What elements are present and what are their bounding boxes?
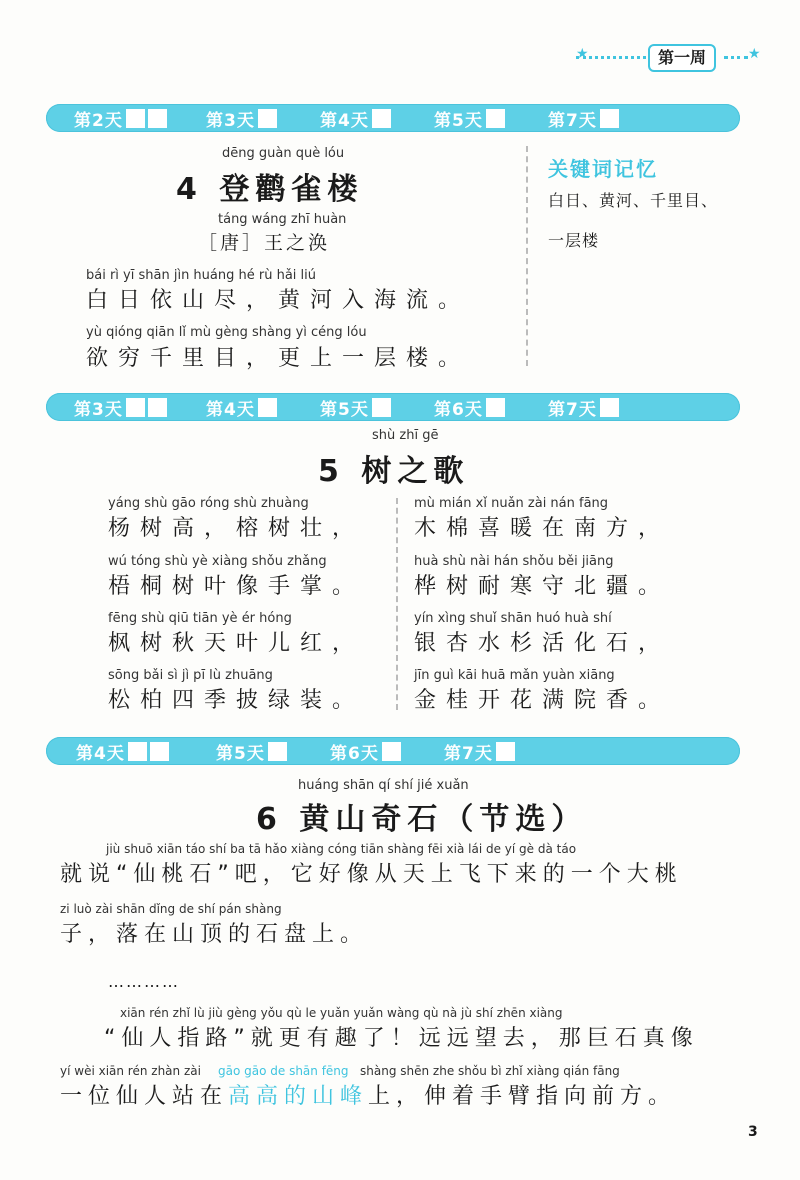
highlight-pinyin: gāo gāo de shān fēng xyxy=(218,1064,349,1078)
day-label: 第7天 xyxy=(548,110,597,131)
highlighted-phrase: 高高的山峰 xyxy=(228,1084,369,1109)
poem-line: 梧桐树叶像手掌。 xyxy=(108,574,365,599)
day-checkbox-item[interactable] xyxy=(434,104,505,132)
checkbox[interactable] xyxy=(600,398,619,417)
day-bar-lesson4 xyxy=(46,104,740,132)
lesson-title: 4 登鹳雀楼 xyxy=(176,172,364,207)
keywords-title: 关键词记忆 xyxy=(548,157,658,181)
checkbox[interactable] xyxy=(600,109,619,128)
day-label: 第7天 xyxy=(444,743,493,764)
line-pinyin: zi luò zài shān dǐng de shí pán shàng xyxy=(60,902,282,916)
title-pinyin: huáng shān qí shí jié xuǎn xyxy=(298,778,469,793)
text-line: 就说“仙桃石”吧，它好像从天上飞下来的一个大桃 xyxy=(60,862,683,887)
checkbox[interactable] xyxy=(150,742,169,761)
line-pinyin: mù mián xǐ nuǎn zài nán fāng xyxy=(414,496,609,511)
day-bar-lesson5 xyxy=(46,393,740,421)
poem-line: 金桂开花满院香。 xyxy=(414,688,671,713)
line-pinyin: yáng shù gāo róng shù zhuàng xyxy=(108,496,309,511)
day-label: 第6天 xyxy=(434,399,483,420)
day-label: 第6天 xyxy=(330,743,379,764)
star-icon: ★ xyxy=(748,46,761,62)
poem-author: ［唐］王之涣 xyxy=(198,232,331,254)
week-badge xyxy=(576,44,766,70)
day-checkbox-item[interactable] xyxy=(206,104,277,132)
line-pinyin: shàng shēn zhe shǒu bì zhǐ xiàng qián fāng xyxy=(360,1064,620,1078)
day-label: 第4天 xyxy=(76,743,125,764)
keywords-text: 一层楼 xyxy=(548,231,600,250)
dotted-divider xyxy=(724,56,748,59)
checkbox[interactable] xyxy=(268,742,287,761)
day-label: 第5天 xyxy=(320,399,369,420)
poem-line: 欲穷千里目，更上一层楼。 xyxy=(86,346,471,371)
checkbox[interactable] xyxy=(258,398,277,417)
day-checkbox-item[interactable] xyxy=(76,737,169,765)
star-icon: ★ xyxy=(576,46,589,62)
line-pinyin: xiān rén zhǐ lù jiù gèng yǒu qù le yuǎn yuǎn wàng qù nà jù shí zhēn xiàng xyxy=(120,1006,563,1020)
lesson-title: 6 黄山奇石（节选） xyxy=(256,802,588,837)
dashed-divider xyxy=(396,498,398,710)
line-pinyin: fēng shù qiū tiān yè ér hóng xyxy=(108,611,292,626)
text-line xyxy=(60,1079,676,1110)
line-pinyin: yù qióng qiān lǐ mù gèng shàng yì céng lóu xyxy=(86,325,367,340)
poem-line: 松柏四季披绿装。 xyxy=(108,688,365,713)
checkbox[interactable] xyxy=(486,398,505,417)
day-label: 第5天 xyxy=(434,110,483,131)
checkbox[interactable] xyxy=(496,742,515,761)
week-label: 第一周 xyxy=(648,44,716,72)
author-pinyin: táng wáng zhī huàn xyxy=(218,212,347,227)
day-checkbox-item[interactable] xyxy=(548,393,619,421)
checkbox[interactable] xyxy=(126,398,145,417)
text-segment: 上，伸着手臂指向前方。 xyxy=(368,1084,677,1109)
poem-line: 杨树高，榕树壮， xyxy=(108,516,365,541)
poem-line: 木棉喜暖在南方， xyxy=(414,516,671,541)
line-pinyin: jiù shuō xiān táo shí ba tā hǎo xiàng cóng tiān shàng fēi xià lái de yí gè dà táo xyxy=(106,842,577,856)
dotted-divider xyxy=(576,56,646,59)
text-line: “仙人指路”就更有趣了！远远望去，那巨石真像 xyxy=(104,1026,699,1051)
line-pinyin: yí wèi xiān rén zhàn zài xyxy=(60,1064,201,1078)
day-checkbox-item[interactable] xyxy=(74,393,167,421)
day-label: 第3天 xyxy=(74,399,123,420)
title-pinyin: dēng guàn què lóu xyxy=(222,146,345,161)
day-label: 第2天 xyxy=(74,110,123,131)
day-checkbox-item[interactable] xyxy=(320,393,391,421)
day-checkbox-item[interactable] xyxy=(548,104,619,132)
poem-line: 桦树耐寒守北疆。 xyxy=(414,574,671,599)
line-pinyin: wú tóng shù yè xiàng shǒu zhǎng xyxy=(108,554,327,569)
line-pinyin: yín xìng shuǐ shān huó huà shí xyxy=(414,611,612,626)
checkbox[interactable] xyxy=(372,109,391,128)
day-label: 第4天 xyxy=(320,110,369,131)
page-number: 3 xyxy=(748,1124,758,1140)
day-checkbox-item[interactable] xyxy=(74,104,167,132)
day-label: 第5天 xyxy=(216,743,265,764)
text-line: 子，落在山顶的石盘上。 xyxy=(60,922,369,947)
lesson-title: 5 树之歌 xyxy=(318,454,470,489)
checkbox[interactable] xyxy=(382,742,401,761)
text-segment: 一位仙人站在 xyxy=(60,1084,229,1109)
day-label: 第4天 xyxy=(206,399,255,420)
day-label: 第3天 xyxy=(206,110,255,131)
line-pinyin: huà shù nài hán shǒu běi jiāng xyxy=(414,554,614,569)
poem-line: 枫树秋天叶儿红， xyxy=(108,631,365,656)
checkbox[interactable] xyxy=(148,109,167,128)
keywords-text: 白日、黄河、千里目、 xyxy=(548,191,719,210)
day-checkbox-item[interactable] xyxy=(330,737,401,765)
line-pinyin: bái rì yī shān jìn huáng hé rù hǎi liú xyxy=(86,268,317,283)
checkbox[interactable] xyxy=(148,398,167,417)
ellipsis: ………… xyxy=(108,972,180,991)
poem-line: 银杏水杉活化石， xyxy=(414,631,671,656)
line-pinyin: sōng bǎi sì jì pī lù zhuāng xyxy=(108,668,273,683)
checkbox[interactable] xyxy=(258,109,277,128)
dashed-divider xyxy=(526,146,528,366)
day-checkbox-item[interactable] xyxy=(206,393,277,421)
day-checkbox-item[interactable] xyxy=(320,104,391,132)
checkbox[interactable] xyxy=(128,742,147,761)
checkbox[interactable] xyxy=(486,109,505,128)
poem-line: 白日依山尽，黄河入海流。 xyxy=(86,288,471,313)
line-pinyin: jīn guì kāi huā mǎn yuàn xiāng xyxy=(414,668,615,683)
day-checkbox-item[interactable] xyxy=(434,393,505,421)
day-label: 第7天 xyxy=(548,399,597,420)
title-pinyin: shù zhī gē xyxy=(372,428,439,443)
day-checkbox-item[interactable] xyxy=(444,737,515,765)
checkbox[interactable] xyxy=(372,398,391,417)
checkbox[interactable] xyxy=(126,109,145,128)
day-bar-lesson6 xyxy=(46,737,740,765)
day-checkbox-item[interactable] xyxy=(216,737,287,765)
